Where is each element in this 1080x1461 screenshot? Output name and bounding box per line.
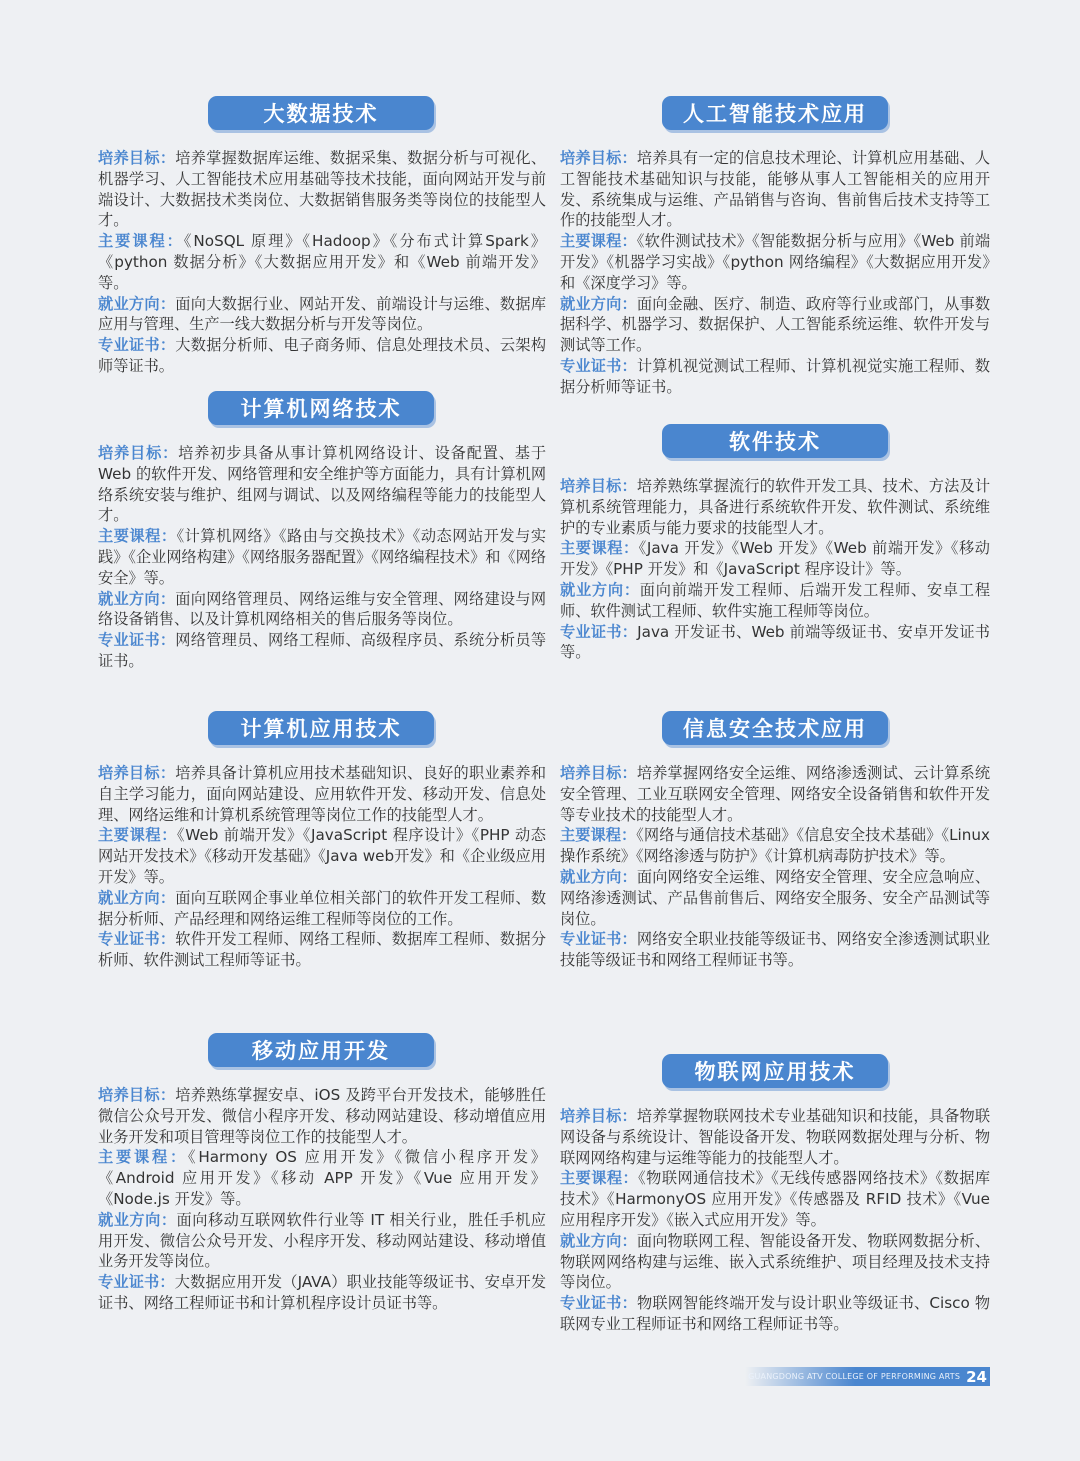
row-label: 主要课程： [98,826,178,845]
section-network [98,391,546,672]
section-body [560,476,990,663]
row-text: 面向移动互联网软件行业等 IT 相关行业，胜任手机应用开发、微信公众号开发、小程序开发、移动网站建设、移动增值业务开发等岗位。 [98,1210,546,1271]
row-label: 培养目标： [98,149,176,167]
row-career [98,589,546,631]
row-label: 专业证书： [98,336,176,355]
row-text: 《物联网通信技术》《无线传感器网络技术》《数据库技术》《HarmonyOS 应用开发》《传感器及 RFID 技术》《Vue 应用程序开发》《嵌入式应用开发》等。 [560,1169,991,1229]
row-label: 就业方向： [98,589,176,608]
row-courses [98,526,546,588]
row-goal [560,763,990,825]
row-text: 大数据分析师、电子商务师、信息处理技术员、云架构师等证书。 [98,336,547,375]
row-certs [98,1272,546,1314]
row-label: 主要课程： [560,826,637,845]
row-certs [98,929,546,971]
row-text: 面向网络安全运维、网络安全管理、安全应急响应、网络渗透测试、产品售前售后、网络安全服务、安全产品测试等岗位。 [560,867,991,928]
row-goal [560,148,990,231]
row-label: 就业方向： [560,1231,637,1250]
row-courses [560,825,990,867]
row-career [560,867,990,929]
row-goal [98,148,546,231]
row-certs [560,622,990,664]
row-text: 面向大数据行业、网站开发、前端设计与运维、数据库应用与管理、生产一线大数据分析与开发等岗位。 [98,294,547,334]
row-text: 面向金融、医疗、制造、政府等行业或部门，从事数据科学、机器学习、数据保护、人工智能系统运维、软件开发与测试等工作。 [560,294,991,355]
section-title: 大数据技术 [208,96,434,130]
row-label: 培养目标： [560,149,637,167]
row-label: 主要课程： [98,527,177,546]
row-career [560,580,990,622]
row-certs [560,1293,990,1335]
row-text: 《Java 开发》《Web 开发》《Web 前端开发》《移动开发》《PHP 开发》和《JavaScript 程序设计》等。 [560,539,990,579]
row-label: 培养目标： [98,764,176,782]
row-label: 专业证书： [560,622,638,641]
row-label: 专业证书： [560,1294,637,1313]
section-title: 物联网应用技术 [662,1054,888,1088]
row-label: 培养目标： [560,1107,637,1125]
row-text: 培养具备计算机应用技术基础知识、良好的职业素养和自主学习能力，面向网站建设、应用软件开发、移动开发、信息处理、网络运维和计算机系统管理等岗位工作的技能型人才。 [98,764,547,824]
row-career [560,294,990,356]
row-certs [98,630,546,672]
section-title: 软件技术 [662,424,888,458]
row-label: 主要课程： [98,232,184,251]
row-label: 培养目标： [560,477,637,495]
row-label: 专业证书： [98,631,176,650]
row-label: 培养目标： [560,764,637,782]
row-label: 主要课程： [560,232,637,251]
row-career [98,888,546,930]
row-text: 培养掌握网络安全运维、网络渗透测试、云计算系统安全管理、工业互联网安全管理、网络安全设备销售和软件开发等专业技术的技能型人才。 [560,764,991,824]
row-label: 主要课程： [560,1169,639,1188]
row-label: 专业证书： [560,930,637,949]
row-text: 大数据应用开发（JAVA）职业技能等级证书、安卓开发证书、网络工程师证书和计算机程序设计员证书等。 [98,1273,547,1312]
row-career [98,294,546,336]
section-security [560,711,990,971]
row-text: 《Web 前端开发》《JavaScript 程序设计》《PHP 动态网站开发技术》《移动开发基础》《Java web开发》和《企业级应用开发》等。 [98,826,546,886]
college-name: GUANGDONG ATV COLLEGE OF PERFORMING ARTS [748,1372,961,1381]
row-certs [560,929,990,971]
row-goal [98,443,546,526]
section-body [98,763,546,971]
row-courses [98,231,546,293]
section-mobile [98,1033,546,1314]
row-text: 《NoSQL 原理》《Hadoop》《分布式计算Spark》《python 数据分析》《大数据应用开发》和《Web 前端开发》等。 [98,232,546,292]
page-number: 24 [966,1367,987,1386]
row-text: 《网络与通信技术基础》《信息安全技术基础》《Linux 操作系统》《网络渗透与防护》《计算机病毒防护技术》等。 [560,826,991,866]
row-text: 网络管理员、网络工程师、高级程序员、系统分析员等证书。 [98,631,547,670]
row-text: 培养初步具备从事计算机网络设计、设备配置、基于 Web 的软件开发、网络管理和安全维护等方面能力，具有计算机网络系统安装与维护、组网与调试、以及网络编程等能力的技能型人才。 [98,444,547,525]
section-title: 计算机网络技术 [208,391,434,425]
row-career [560,1231,990,1293]
row-label: 就业方向： [98,888,176,907]
row-goal [560,1106,990,1168]
row-label: 就业方向： [560,580,640,599]
row-label: 培养目标： [98,444,179,462]
section-iot [560,1054,990,1335]
section-body [98,443,546,672]
row-courses [98,1147,546,1209]
row-text: 网络安全职业技能等级证书、网络安全渗透测试职业技能等级证书和网络工程师证书等。 [560,930,991,970]
section-body [560,148,990,398]
row-text: 培养熟练掌握流行的软件开发工具、技术、方法及计算机系统管理能力，具备进行系统软件开发、软件测试、系统维护的专业素质与能力要求的技能型人才。 [560,477,991,537]
row-text: 物联网智能终端开发与设计职业等级证书、Cisco 物联网专业工程师证书和网络工程师证书等。 [560,1294,991,1333]
row-courses [560,1168,990,1230]
row-label: 就业方向： [98,1210,177,1229]
section-computer-app [98,711,546,971]
row-text: 面向网络管理员、网络运维与安全管理、网络建设与网络设备销售、以及计算机网络相关的售后服务等岗位。 [98,589,547,629]
row-text: 培养具有一定的信息技术理论、计算机应用基础、人工智能技术基础知识与技能，能够从事人工智能相关的应用开发、系统集成与运维、产品销售与咨询、售前售后技术支持等工作的技能型人才。 [560,149,991,230]
row-text: 培养熟练掌握安卓、iOS 及跨平台开发技术，能够胜任微信公众号开发、微信小程序开发、移动网站建设、移动增值应用业务开发和项目管理等岗位工作的技能型人才。 [98,1086,546,1146]
row-career [98,1210,546,1272]
row-label: 主要课程： [98,1148,188,1167]
row-courses [98,825,546,887]
row-goal [560,476,990,538]
row-text: 软件开发工程师、网络工程师、数据库工程师、数据分析师、软件测试工程师等证书。 [98,930,547,970]
section-title: 计算机应用技术 [208,711,434,745]
row-label: 专业证书： [98,1273,175,1292]
section-body [98,148,546,377]
row-label: 就业方向： [560,867,637,886]
row-label: 就业方向： [560,294,637,313]
row-goal [98,1085,546,1147]
row-courses [560,538,990,580]
row-label: 培养目标： [98,1086,176,1104]
row-goal [98,763,546,825]
row-text: Java 开发证书、Web 前端等级证书、安卓开发证书等。 [560,622,990,662]
row-text: 培养掌握物联网技术专业基础知识和技能，具备物联网设备与系统设计、智能设备开发、物联网数据处理与分析、物联网网络构建与运维等能力的技能型人才。 [560,1107,991,1167]
section-title: 人工智能技术应用 [662,96,888,130]
section-body [560,763,990,971]
row-certs [98,335,546,377]
row-label: 主要课程： [560,539,639,558]
row-text: 《计算机网络》《路由与交换技术》《动态网站开发与实践》《企业网络构建》《网络服务器配置》《网络编程技术》和《网络安全》等。 [98,527,547,587]
row-text: 面向前端开发工程师、后端开发工程师、安卓工程师、软件测试工程师、软件实施工程师等岗位。 [560,580,991,620]
row-text: 面向互联网企事业单位相关部门的软件开发工程师、数据分析师、产品经理和网络运维工程师等岗位的工作。 [98,888,547,928]
section-title: 移动应用开发 [208,1033,434,1067]
row-label: 专业证书： [560,356,637,375]
row-text: 《Harmony OS 应用开发》《微信小程序开发》《Android 应用开发》《移动 APP 开发》《Vue 应用开发》《Node.js 开发》等。 [98,1148,546,1208]
section-title: 信息安全技术应用 [662,711,888,745]
row-label: 就业方向： [98,294,176,313]
section-body [560,1106,990,1335]
row-text: 计算机视觉测试工程师、计算机视觉实施工程师、数据分析师等证书。 [560,356,991,396]
row-text: 《软件测试技术》《智能数据分析与应用》《Web 前端开发》《机器学习实战》《python 网络编程》《大数据应用开发》和《深度学习》等。 [560,232,991,292]
row-label: 专业证书： [98,930,176,949]
row-text: 面向物联网工程、智能设备开发、物联网数据分析、物联网网络构建与运维、嵌入式系统维护、项目经理及技术支持等岗位。 [560,1231,991,1292]
row-text: 培养掌握数据库运维、数据采集、数据分析与可视化、机器学习、人工智能技术应用基础等技术技能，面向网站开发与前端设计、大数据技术类岗位、大数据销售服务类等岗位的技能型人才。 [98,149,547,230]
section-ai [560,96,990,398]
section-body [98,1085,546,1314]
page-footer [745,1367,990,1386]
section-software [560,424,990,663]
row-certs [560,356,990,398]
section-big-data [98,96,546,377]
row-courses [560,231,990,293]
